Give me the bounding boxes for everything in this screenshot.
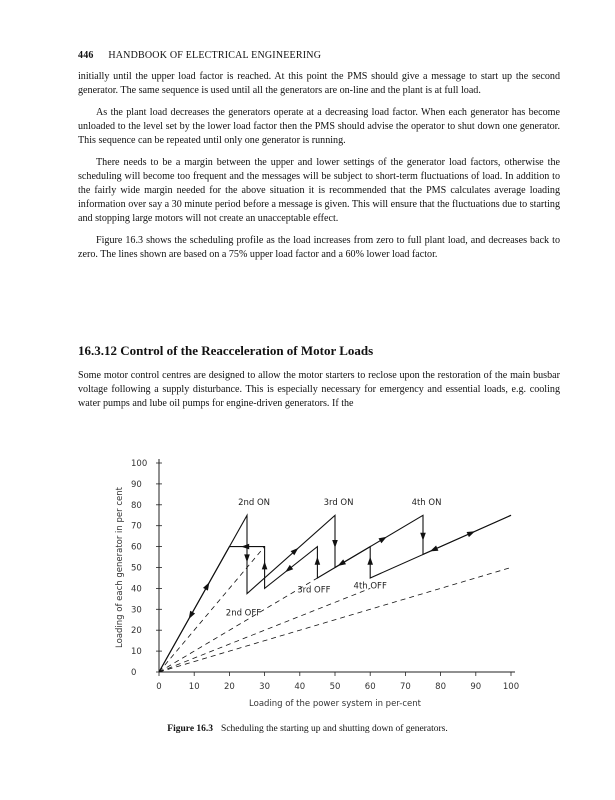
series-line (159, 568, 511, 673)
section-heading: 16.3.12 Control of the Reacceleration of Motor Loads (78, 343, 374, 358)
direction-arrow (244, 554, 250, 562)
paragraph: Figure 16.3 shows the scheduling profile as the load increases from zero to full plant load, and decreases back to zero. The lines shown are based on a 75% upper load factor and a 60% lower load factor. (78, 235, 560, 260)
chart-annotation: 2nd OFF (225, 608, 262, 619)
y-tick-label: 100 (131, 459, 148, 469)
series-line (159, 585, 370, 672)
paragraph: Some motor control centres are designed to allow the motor starters to reclose upon the restoration of the main busbar voltage following a supply disturbance. This is especially necessary for emergency and essential loads, e.g. cooling water pumps and lube oil pumps for engine-driven generators. If the (78, 370, 560, 409)
x-tick-label: 50 (329, 682, 341, 692)
chart-annotation: 4th OFF (353, 581, 387, 592)
y-tick-label: 60 (131, 542, 142, 553)
x-tick-label: 20 (223, 682, 235, 692)
x-tick-label: 10 (188, 682, 200, 692)
x-tick-label: 100 (502, 682, 520, 692)
direction-arrow (379, 537, 387, 544)
chart-annotation: 3rd ON (323, 497, 354, 508)
y-tick-label: 0 (131, 668, 137, 678)
x-tick-label: 40 (294, 682, 306, 692)
y-axis-title: Loading of each generator in per cent (115, 487, 125, 648)
direction-arrow (285, 565, 293, 572)
direction-arrow (315, 557, 321, 565)
y-tick-label: 70 (131, 521, 142, 532)
direction-arrow (332, 540, 338, 548)
direction-arrow (189, 611, 195, 619)
series-line (159, 578, 317, 672)
x-tick-label: 30 (259, 682, 271, 692)
paragraph: As the plant load decreases the generators operate at a decreasing load factor. When each generator has become unloaded to the level set by the lower load factor then the PMS should advise the operator to shut down one generator. This sequence can be repeated until only one generator is running. (78, 107, 560, 146)
paragraph: There needs to be a margin between the upper and lower settings of the generator load factors, otherwise the scheduling will become too frequent and the messages will be subject to short-term fluctuations of load. In addition to the fairly wide margin needed for the above situation it is recommended that the PMS calculates average loading information over say a 30 minute period before a message is given. This will ensure that the fluctuations due to starting and stopping large motors will not create an unacceptable effect. (78, 157, 560, 224)
y-tick-label: 90 (131, 479, 142, 490)
x-tick-label: 60 (364, 682, 376, 692)
chart-plot-area (115, 459, 519, 709)
x-tick-label: 80 (435, 682, 447, 692)
y-tick-label: 30 (131, 605, 142, 616)
direction-arrow (420, 533, 426, 541)
chart-annotation: 2nd ON (238, 497, 271, 508)
y-tick-label: 10 (131, 647, 142, 658)
direction-arrow (262, 561, 268, 569)
figure-caption (0, 724, 615, 734)
y-tick-label: 20 (131, 626, 142, 637)
x-tick-label: 90 (470, 682, 482, 692)
figure-label: Figure 16.3 (167, 724, 214, 734)
page-number: 446 (78, 50, 94, 61)
direction-arrow (241, 544, 249, 550)
chart-annotation: 4th ON (411, 497, 442, 508)
running-title: HANDBOOK OF ELECTRICAL ENGINEERING (108, 50, 322, 61)
y-tick-label: 50 (131, 563, 142, 574)
y-tick-label: 40 (131, 584, 142, 595)
direction-arrow (430, 546, 439, 552)
y-tick-label: 80 (131, 500, 142, 511)
x-tick-label: 0 (156, 682, 162, 692)
direction-arrow (367, 557, 373, 565)
chart-annotation: 3rd OFF (297, 585, 331, 596)
figure-caption-text: Scheduling the starting up and shutting down of generators. (221, 724, 448, 734)
x-axis-title: Loading of the power system in per-cent (249, 699, 421, 709)
paragraph: initially until the upper load factor is reached. At this point the PMS should give a message to start up the second generator. The same sequence is used until all the generators are on-line and the plant is at full load. (78, 71, 560, 96)
x-tick-label: 70 (399, 682, 411, 692)
direction-arrow (338, 559, 346, 566)
